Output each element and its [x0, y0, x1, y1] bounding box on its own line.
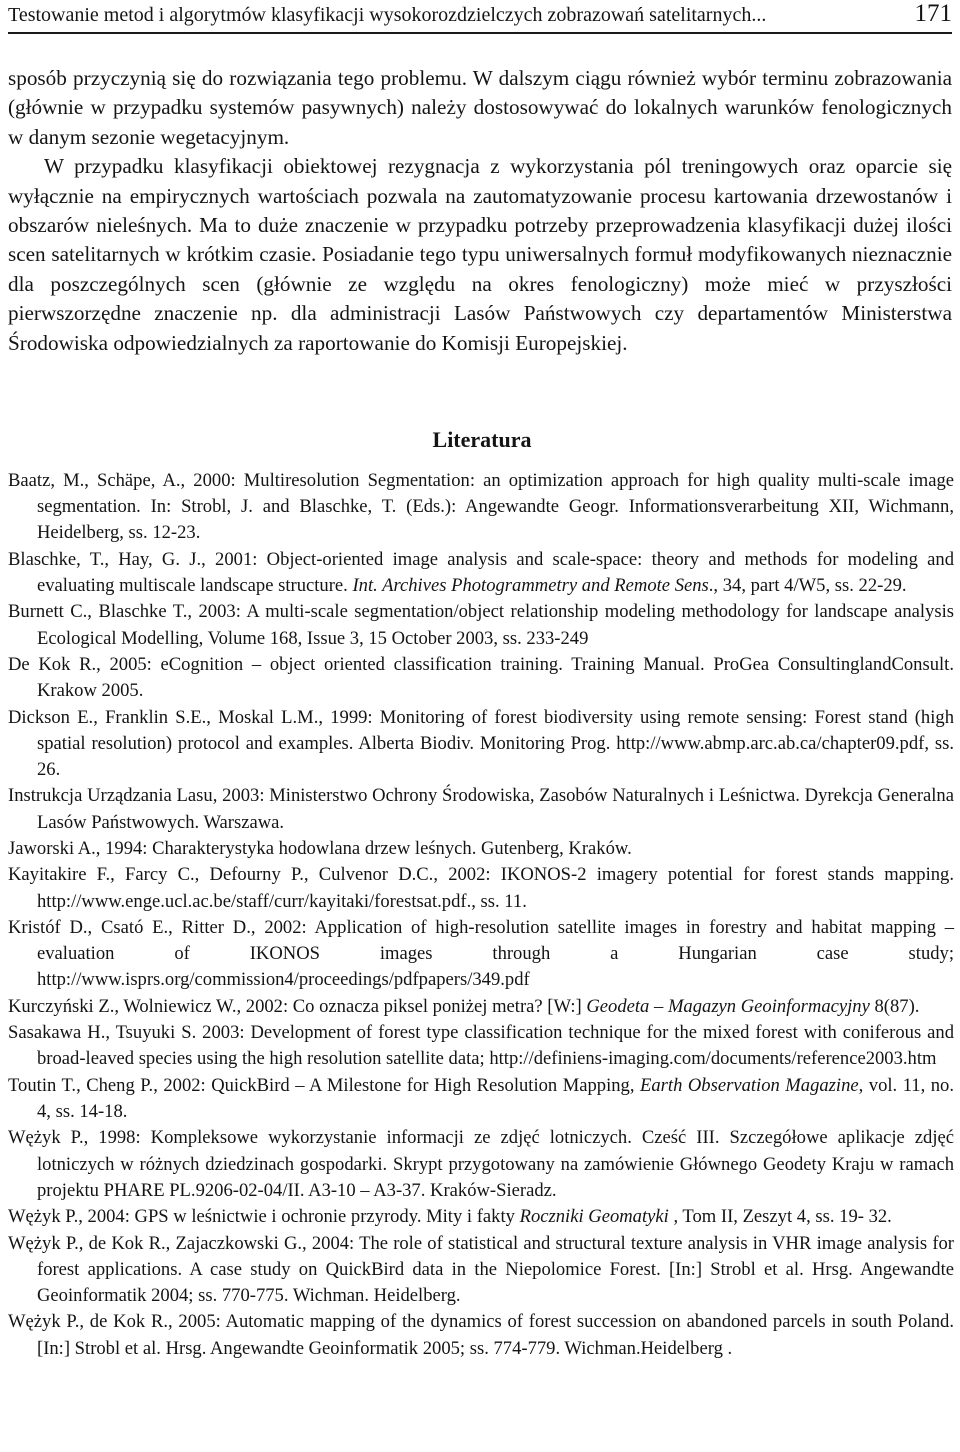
page-number: 171	[914, 0, 952, 27]
references-heading: Literatura	[432, 427, 532, 452]
reference-item: Burnett C., Blaschke T., 2003: A multi-scale segmentation/object relationship modeling methodology for landscape analysis Ecological Modelling, Volume 168, Issue 3, 15 October 2003, ss. 233-249	[8, 601, 954, 649]
reference-item: Sasakawa H., Tsuyuki S. 2003: Development of forest type classification technique for the mixed forest with coniferous and broad-leaved species using the high resolution satellite data; http://definiens-imaging.com/documents/reference2003.htm	[8, 1022, 954, 1070]
reference-item: De Kok R., 2005: eCognition – object oriented classification training. Training Manual. ProGea ConsultinglandConsult. Krakow 2005.	[8, 653, 954, 702]
body-paragraph-2: W przypadku klasyfikacji obiektowej rezygnacja z wykorzystania pól treningowych oraz oparcie się wyłącznie na empirycznych wartościach pozwala na zautomatyzowanie procesu kartowania drzewostanów i obszarów nieleśnych. Ma to duże znaczenie w przypadku potrzeby przeprowadzenia klasyfikacji dużej ilości scen satelitarnych w krótkim czasie. Posiadanie tego typu uniwersalnych formuł modyfikowanych nieznacznie dla poszczególnych scen (głównie ze względu na okres fenologiczny) może mieć w przyszłości pierwszorzędne znaczenie np. dla administracji Lasów Państwowych czy departamentów Ministerstwa Środowiska odpowiedzialnych za raportowanie do Komisji Europejskiej.	[8, 154, 952, 355]
reference-item: Toutin T., Cheng P., 2002: QuickBird – A Milestone for High Resolution Mapping, Earth Observation Magazine, vol. 11, no. 4, ss. 14-18.	[8, 1074, 955, 1122]
reference-item: Dickson E., Franklin S.E., Moskal L.M., 1999: Monitoring of forest biodiversity using remote sensing: Forest stand (high spatial resolution) protocol and examples. Alberta Biodiv. Monitoring Prog. http://www.abmp.arc.ab.ca/chapter09.pdf, ss. 26.	[8, 706, 954, 780]
reference-item: Kurczyński Z., Wolniewicz W., 2002: Co oznacza piksel poniżej metra? [W:] Geodeta – Magazyn Geoinformacyjny 8(87).	[8, 995, 920, 1017]
body-text	[8, 64, 952, 358]
reference-item: Kayitakire F., Farcy C., Defourny P., Culvenor D.C., 2002: IKONOS-2 imagery potential for forest stands mapping. http://www.enge.ucl.ac.be/staff/curr/kayitaki/forestsat.pdf., ss. 11.	[8, 864, 954, 912]
reference-item: Jaworski A., 1994: Charakterystyka hodowlana drzew leśnych. Gutenberg, Kraków.	[8, 837, 632, 859]
reference-item: Baatz, M., Schäpe, A., 2000: Multiresolution Segmentation: an optimization approach for high quality multi-scale image segmentation. In: Strobl, J. and Blaschke, T. (Eds.): Angewandte Geogr. Informationsverarbeitung XII, Wichmann, Heidelberg, ss. 12-23.	[8, 470, 954, 544]
reference-item: Kristóf D., Csató E., Ritter D., 2002: Application of high-resolution satellite images in forestry and habitat mapping – evaluation of IKONOS images through a Hungarian case study; http://www.isprs.org/commission4/proceedings/pdfpapers/349.pdf	[8, 916, 954, 991]
reference-item: Wężyk P., de Kok R., Zajaczkowski G., 2004: The role of statistical and structural texture analysis in VHR image analysis for forest applications. A case study on QuickBird data in the Niepolomice Forest. [In:] Strobl et al. Hrsg. Angewandte Geoinformatik 2004; ss. 770-775. Wichman. Heidelberg.	[8, 1232, 954, 1306]
running-title: Testowanie metod i algorytmów klasyfikacji wysokorozdzielczych zobrazowań satelitarnych...	[8, 4, 767, 26]
reference-item: Wężyk P., de Kok R., 2005: Automatic mapping of the dynamics of forest succession on abandoned parcels in south Poland. [In:] Strobl et al. Hrsg. Angewandte Geoinformatik 2005; ss. 774-779. Wichman.Heidelberg .	[8, 1311, 954, 1359]
references-list	[8, 468, 954, 1362]
reference-item: Blaschke, T., Hay, G. J., 2001: Object-oriented image analysis and scale-space: theory and methods for modeling and evaluating multiscale landscape structure. Int. Archives Photogrammetry and Remote Sens., 34, part 4/W5, ss. 22-29.	[8, 548, 954, 596]
running-header	[8, 0, 952, 34]
reference-item: Wężyk P., 2004: GPS w leśnictwie i ochronie przyrody. Mity i fakty Roczniki Geomatyki , Tom II, Zeszyt 4, ss. 19- 32.	[8, 1206, 892, 1228]
reference-item: Wężyk P., 1998: Kompleksowe wykorzystanie informacji ze zdjęć lotniczych. Cześć III. Szczegółowe aplikacje zdjęć lotniczych w różnych dziedzinach gospodarki. Skrypt przygotowany na zamówienie Głównego Geodety Kraju w ramach projektu PHARE PL.9206-02-04/II. A3-10 – A3-37. Kraków-Sieradz.	[8, 1127, 954, 1201]
body-paragraph-1: sposób przyczynią się do rozwiązania tego problemu. W dalszym ciągu również wybór terminu zobrazowania (głównie w przypadku systemów pasywnych) należy dostosowywać do lokalnych warunków fenologicznych w danym sezonie wegetacyjnym.	[8, 66, 952, 149]
reference-item: Instrukcja Urządzania Lasu, 2003: Ministerstwo Ochrony Środowiska, Zasobów Naturalnych i Leśnictwa. Dyrekcja Generalna Lasów Państwowych. Warszawa.	[8, 785, 954, 833]
